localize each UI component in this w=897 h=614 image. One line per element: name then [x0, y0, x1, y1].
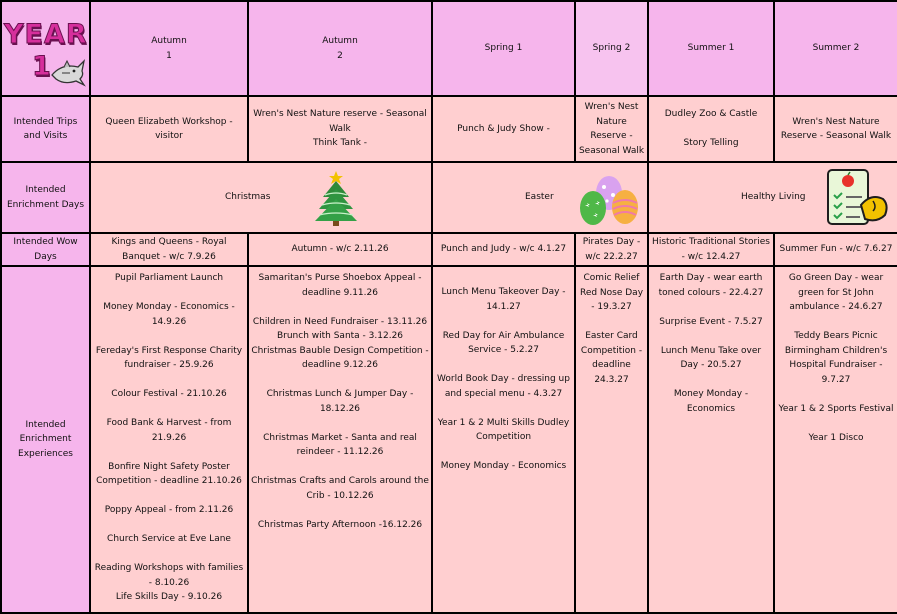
list-item: Christmas Party Afternoon -16.12.26 [257, 519, 423, 530]
list-item: Lunch Menu Takeover Day - 14.1.27 [441, 287, 566, 312]
list-item: Bonfire Night Safety Poster Competition - deadline 21.10.26 [96, 461, 242, 486]
list-item: Money Monday - Economics - 14.9.26 [103, 302, 235, 327]
list-item: Go Green Day - wear green for St John ambulance - 24.6.27 [788, 273, 884, 312]
list-item: Lunch Menu Take over Day - 20.5.27 [660, 345, 762, 370]
list-item: Easter Card Competition - deadline 24.3.27 [580, 331, 643, 385]
list-item: Pupil Parliament Launch [114, 273, 224, 283]
trips-autumn2: Wren's Nest Nature reserve - Seasonal Walk Think Tank - [248, 96, 432, 162]
list-item: Teddy Bears Picnic Birmingham Children's Hospital Fundraiser - 9.7.27 [784, 331, 888, 385]
list-item: Christmas Bauble Design Competition - deadline 9.12.26 [251, 345, 429, 370]
list-item: Christmas Crafts and Carols around the Crib - 10.12.26 [251, 476, 429, 501]
wow-summer1: Historic Traditional Stories - w/c 12.4.27 [648, 233, 774, 266]
header-summer1: Summer 1 [648, 1, 774, 96]
wow-days-row [1, 233, 897, 266]
healthy-living-icon [825, 167, 891, 227]
list-item: Comic Relief Red Nose Day - 19.3.27 [579, 273, 644, 312]
header-row [1, 1, 897, 96]
trips-spring2: Wren's Nest Nature Reserve - Seasonal Walk [575, 96, 648, 162]
list-item: Year 1 & 2 Multi Skills Dudley Competition [437, 417, 570, 442]
wow-autumn1: Kings and Queens - Royal Banquet - w/c 7.9.26 [90, 233, 248, 266]
logo-year-text: YEAR [4, 18, 88, 50]
header-autumn2: Autumn 2 [248, 1, 432, 96]
list-item: Year 1 Disco [808, 432, 864, 443]
list-item: Reading Workshops with families - 8.10.26 [94, 563, 244, 588]
list-item: Fereday's First Response Charity fundraiser - 25.9.26 [95, 345, 243, 370]
enrichment-days-row [1, 162, 897, 233]
logo-cell [1, 1, 90, 96]
row-label-trips: Intended Trips and Visits [1, 96, 90, 162]
list-item: Brunch with Santa - 3.12.26 [276, 331, 404, 341]
christmas-tree-icon [313, 169, 359, 227]
experiences-autumn2 [248, 266, 432, 613]
header-autumn1: Autumn 1 [90, 1, 248, 96]
list-item: Food Bank & Harvest - from 21.9.26 [106, 418, 232, 443]
list-item: World Book Day - dressing up and special menu - 4.3.27 [437, 374, 570, 399]
list-item: Colour Festival - 21.10.26 [111, 389, 227, 399]
enrichment-days-summer-text: Healthy Living [741, 192, 806, 202]
shark-icon [48, 51, 88, 91]
header-summer2: Summer 2 [774, 1, 897, 96]
trips-summer2: Wren's Nest Nature Reserve - Seasonal Walk [774, 96, 897, 162]
list-item: Christmas Market - Santa and real reindeer - 11.12.26 [263, 432, 417, 457]
list-item: Earth Day - wear earth toned colours - 22.4.27 [658, 273, 764, 298]
list-item: Church Service at Eve Lane [107, 534, 231, 544]
list-item: Surprise Event - 7.5.27 [659, 316, 763, 327]
trips-autumn1: Queen Elizabeth Workshop - visitor [90, 96, 248, 162]
experiences-summer1 [648, 266, 774, 613]
list-item: Children in Need Fundraiser - 13.11.26 [252, 316, 428, 327]
list-item: Life Skills Day - 9.10.26 [115, 592, 223, 602]
row-label-experiences: Intended Enrichment Experiences [1, 266, 90, 613]
experiences-spring1 [432, 266, 575, 613]
trips-spring1: Punch & Judy Show - [432, 96, 575, 162]
trips-row [1, 96, 897, 162]
trips-summer1: Dudley Zoo & Castle Story Telling [648, 96, 774, 162]
experiences-row [1, 266, 897, 613]
header-spring1: Spring 1 [432, 1, 575, 96]
wow-spring1: Punch and Judy - w/c 4.1.27 [432, 233, 575, 266]
list-item: Year 1 & 2 Sports Festival [778, 403, 894, 414]
wow-spring2: Pirates Day - w/c 22.2.27 [575, 233, 648, 266]
list-item: Money Monday - Economics [673, 389, 749, 414]
experiences-autumn1 [90, 266, 248, 613]
enrichment-days-spring [432, 162, 648, 233]
wow-summer2: Summer Fun - w/c 7.6.27 [774, 233, 897, 266]
enrichment-days-autumn [90, 162, 432, 233]
list-item: Christmas Lunch & Jumper Day - 18.12.26 [266, 389, 414, 414]
list-item: Red Day for Air Ambulance Service - 5.2.27 [442, 330, 565, 355]
list-item: Poppy Appeal - from 2.11.26 [104, 505, 234, 515]
enrichment-days-autumn-text: Christmas [225, 192, 271, 202]
row-label-wow-days: Intended Wow Days [1, 233, 90, 266]
logo-number-text: 1 [32, 50, 51, 82]
list-item: Money Monday - Economics [440, 461, 567, 471]
easter-eggs-icon [577, 173, 647, 227]
wow-autumn2: Autumn - w/c 2.11.26 [248, 233, 432, 266]
row-label-enrichment-days: Intended Enrichment Days [1, 162, 90, 233]
enrichment-days-spring-text: Easter [525, 192, 554, 202]
list-item: Samaritan's Purse Shoebox Appeal - deadline 9.11.26 [258, 273, 422, 298]
enrichment-days-summer [648, 162, 897, 233]
experiences-spring2 [575, 266, 648, 613]
experiences-summer2 [774, 266, 897, 613]
header-spring2: Spring 2 [575, 1, 648, 96]
